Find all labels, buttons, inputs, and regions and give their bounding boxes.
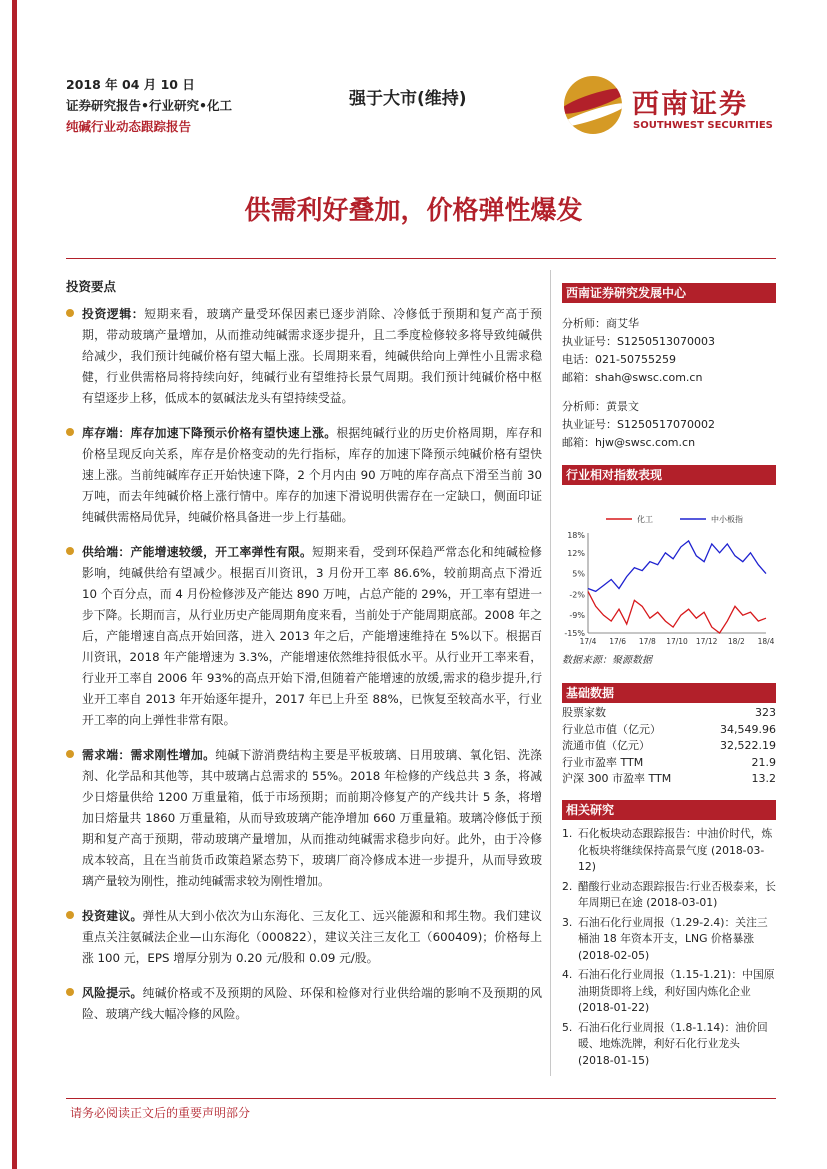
x-tick-label: 18/4 <box>757 637 775 646</box>
investment-summary <box>66 276 542 1039</box>
y-tick-label: 5% <box>572 569 585 579</box>
y-tick-label: -2% <box>569 590 585 600</box>
swsc-logo-icon <box>564 76 622 134</box>
x-tick-label: 17/10 <box>666 637 688 646</box>
index-chart-panel <box>562 465 776 666</box>
y-tick-label: 18% <box>567 531 585 540</box>
analyst-email[interactable]: 邮箱：shah@swsc.com.cn <box>562 371 703 384</box>
logo-name-en: SOUTHWEST SECURITIES <box>633 120 773 131</box>
footer-divider <box>66 1098 776 1099</box>
item-text: 石化板块动态跟踪报告：中油价时代，炼化板块将继续保持高景气度 (2018-03-12) <box>578 827 773 873</box>
row-key: 沪深 300 市盈率 TTM <box>562 772 672 785</box>
item-text: 石油石化行业周报（1.8-1.14)：油价回暖、地炼洗牌，利好石化行业龙头 (2018-01-15) <box>578 1020 768 1067</box>
related-research-item[interactable] <box>562 967 776 1017</box>
row-value: 13.2 <box>751 772 776 785</box>
item-number: 3. <box>562 915 573 929</box>
x-tick-label: 17/8 <box>638 637 656 646</box>
item-number: 1. <box>562 827 573 840</box>
related-research-panel <box>562 800 776 1072</box>
page-title: 供需利好叠加，价格弹性爆发 <box>244 196 583 226</box>
industry-rating: 强于大市(维持) <box>349 89 467 109</box>
row-key: 行业市盈率 TTM <box>562 755 644 769</box>
item-number: 5. <box>562 1020 573 1034</box>
related-research-list <box>562 826 776 1069</box>
bullet-text: 弹性从大到小依次为山东海化、三友化工、远兴能源和和邦生物。我们建议重点关注氨碱法企业—山东海化（000822），建议关注三友化工（600409)；价格每上涨 100 元，EPS 增厚分别为 0.20 元/股和 0.09 元/股。 <box>82 909 542 965</box>
bullet-label: 风险提示。 <box>82 986 143 1000</box>
x-tick-label: 17/12 <box>695 637 718 646</box>
y-tick-label: -15% <box>564 629 585 638</box>
summary-bullet <box>66 745 542 892</box>
row-key: 流通市值（亿元） <box>562 739 650 752</box>
y-tick-label: 12% <box>567 548 585 558</box>
left-accent-bar <box>12 0 17 1169</box>
item-text: 石油石化行业周报（1.15-1.21)：中国原油期货即将上线，利好国内炼化企业 (2018-01-22) <box>578 968 775 1014</box>
related-research-item[interactable] <box>562 915 776 965</box>
basic-data-heading: 基础数据 <box>562 683 776 703</box>
related-research-heading: 相关研究 <box>562 800 776 820</box>
basic-data-panel <box>562 683 776 788</box>
item-text: 醋酸行业动态跟踪报告:行业否极泰来，长年周期已在途 (2018-03-01) <box>578 879 776 909</box>
index-chart-heading: 行业相对指数表现 <box>562 465 776 485</box>
bullet-dot-icon <box>66 750 74 758</box>
bullet-label: 投资逻辑： <box>82 307 145 321</box>
report-series: 纯碱行业动态跟踪报告 <box>66 119 192 134</box>
column-divider <box>550 270 551 1076</box>
row-value: 21.9 <box>751 755 776 769</box>
basic-data-row <box>562 771 776 788</box>
analyst-email[interactable]: 邮箱：hjw@swsc.com.cn <box>562 436 696 449</box>
item-number: 2. <box>562 879 573 893</box>
chart-source: 数据来源：聚源数据 <box>562 655 652 666</box>
logo-name-cn: 西南证券 <box>632 89 748 120</box>
summary-bullet <box>66 983 542 1025</box>
bullet-text: 短期来看，玻璃产量受环保因素已逐步消除、冷修低于预期和复产高于预期，带动玻璃产量增加，从而推动纯碱需求逐步提升，且二季度检修较多将导致纯碱供给减少，我们预计纯碱价格有望大幅上涨。长周期来看，纯碱供给向上弹性小且需求稳健，行业供需格局将持续向好，纯碱行业有望维持长景气周期。我们预计纯碱价格中枢有望逐步上移，低成本的氨碱法龙头有望持续受益。 <box>82 307 542 405</box>
bullet-dot-icon <box>66 309 74 317</box>
bullet-dot-icon <box>66 547 74 555</box>
bullet-text: 纯碱价格或不及预期的风险、环保和检修对行业供给端的影响不及预期的风险、玻璃产线大幅冷修的风险。 <box>82 986 542 1021</box>
related-research-item[interactable] <box>562 826 776 876</box>
relative-index-chart <box>562 485 776 650</box>
bullet-dot-icon <box>66 911 74 919</box>
basic-data-row <box>562 738 776 755</box>
basic-data-row <box>562 755 776 772</box>
item-text: 石油石化行业周报（1.29-2.4)：关注三桶油 18 年资本开支，LNG 价格暴涨 (2018-02-05) <box>578 915 768 962</box>
summary-bullet <box>66 906 542 969</box>
analyst-license: 执业证号：S1250513070003 <box>562 335 715 348</box>
research-center-heading: 西南证券研究发展中心 <box>562 283 776 303</box>
x-tick-label: 17/6 <box>609 637 627 646</box>
related-research-item[interactable] <box>562 879 776 912</box>
y-tick-label: -9% <box>569 611 585 621</box>
bullet-dot-icon <box>66 428 74 436</box>
research-center-panel <box>562 283 776 452</box>
report-category: 证券研究报告•行业研究•化工 <box>66 98 232 113</box>
summary-bullet <box>66 304 542 409</box>
analyst-name: 分析师：商艾华 <box>562 317 639 330</box>
related-research-item[interactable] <box>562 1020 776 1070</box>
series-line-chem <box>588 591 766 633</box>
item-number: 4. <box>562 968 573 981</box>
bullet-text: 纯碱下游消费结构主要是平板玻璃、日用玻璃、氧化铝、洗涤剂、化学品和其他等，其中玻璃占总需求的 55%。2018 年检修的产线总共 3 条，将减少日熔量供给 1200 万重量箱，低于市场预期；而前期冷修复产的产线共计 5 条，将增加日熔量共 1860 万重量箱，从而导致玻璃产能净增加 660 万重量箱。玻璃冷修低于预期和复产高于预期，带动玻璃产量增加，从而推动纯碱需求稳步向好。此外，由于冷修成本较高，且在当前货币政策趋紧态势下，玻璃厂商冷修成本进一步提升，从而导致玻璃产量较为刚性，推动纯碱需求较为刚性增加。 <box>82 748 542 888</box>
basic-data-row <box>562 705 776 722</box>
analyst-license: 执业证号：S1250517070002 <box>562 418 715 431</box>
basic-data-row <box>562 722 776 739</box>
legend-label: 中小板指 <box>711 515 743 524</box>
bullet-label: 供给端：产能增速较缓，开工率弹性有限。 <box>82 545 313 559</box>
bullet-label: 需求端：需求刚性增加。 <box>82 748 216 762</box>
bullet-dot-icon <box>66 988 74 996</box>
x-tick-label: 18/2 <box>727 637 745 646</box>
report-meta <box>66 74 232 137</box>
bullet-text: 短期来看，受到环保趋严常态化和纯碱检修影响，纯碱供给有望减少。根据百川资讯，3 月份开工率 86.6%，较前期高点下滑近 10 个百分点，而 4 月份检修涉及产能达 890 万吨，占总产能的 29%，开工率有望进一步下降。长期而言，从行业历史产能周期角度来看，当前处于产能周期底部。2008 年之后，产能增速自高点开始回落，进入 2013 年之后，产能增速维持在 5%以下。根据百川资讯，2018 年产能增速为 3.3%，产能增速依然维持很低水平。从行业开工率来看，行业开工率自 2006 年 93%的高点开始下滑,但随着产能增速的放缓,需求的稳步提升,行业开工率自 2013 年开始逐年提升，2017 年已上升至 88%，已恢复至较高水平，行业开工率的向上弹性非常有限。 <box>82 545 542 727</box>
summary-bullet <box>66 542 542 731</box>
summary-bullet <box>66 423 542 528</box>
footer-disclaimer: 请务必阅读正文后的重要声明部分 <box>70 1106 251 1120</box>
row-value: 323 <box>755 706 776 719</box>
bullet-label: 库存端：库存加速下降预示价格有望快速上涨。 <box>82 426 337 440</box>
summary-heading: 投资要点 <box>66 279 117 294</box>
title-divider <box>66 258 776 259</box>
analyst-name: 分析师：黄景文 <box>562 400 639 413</box>
analyst-phone: 电话：021-50755259 <box>562 353 676 366</box>
row-value: 32,522.19 <box>720 739 776 752</box>
x-tick-label: 17/4 <box>579 637 597 646</box>
bullet-text: 根据纯碱行业的历史价格周期，库存和价格呈现反向关系，库存是价格变动的先行指标，库存的加速下降预示纯碱价格有望快速上涨。当前纯碱库存正开始快速下降，2 个月内由 90 万吨的库存高点下滑至当前 30 万吨，而去年纯碱价格上涨行情中。库存的加速下滑说明供需存在一定缺口，侧面印证纯碱供需格局优异，纯碱价格具备进一步上行基础。 <box>82 426 542 524</box>
row-key: 股票家数 <box>562 706 606 719</box>
row-value: 34,549.96 <box>720 722 776 736</box>
company-logo <box>564 76 774 136</box>
report-date: 2018 年 04 月 10 日 <box>66 77 195 92</box>
bullet-label: 投资建议。 <box>82 909 143 923</box>
row-key: 行业总市值（亿元） <box>562 722 661 736</box>
legend-label: 化工 <box>637 515 653 524</box>
series-line-smallcap <box>588 541 766 592</box>
